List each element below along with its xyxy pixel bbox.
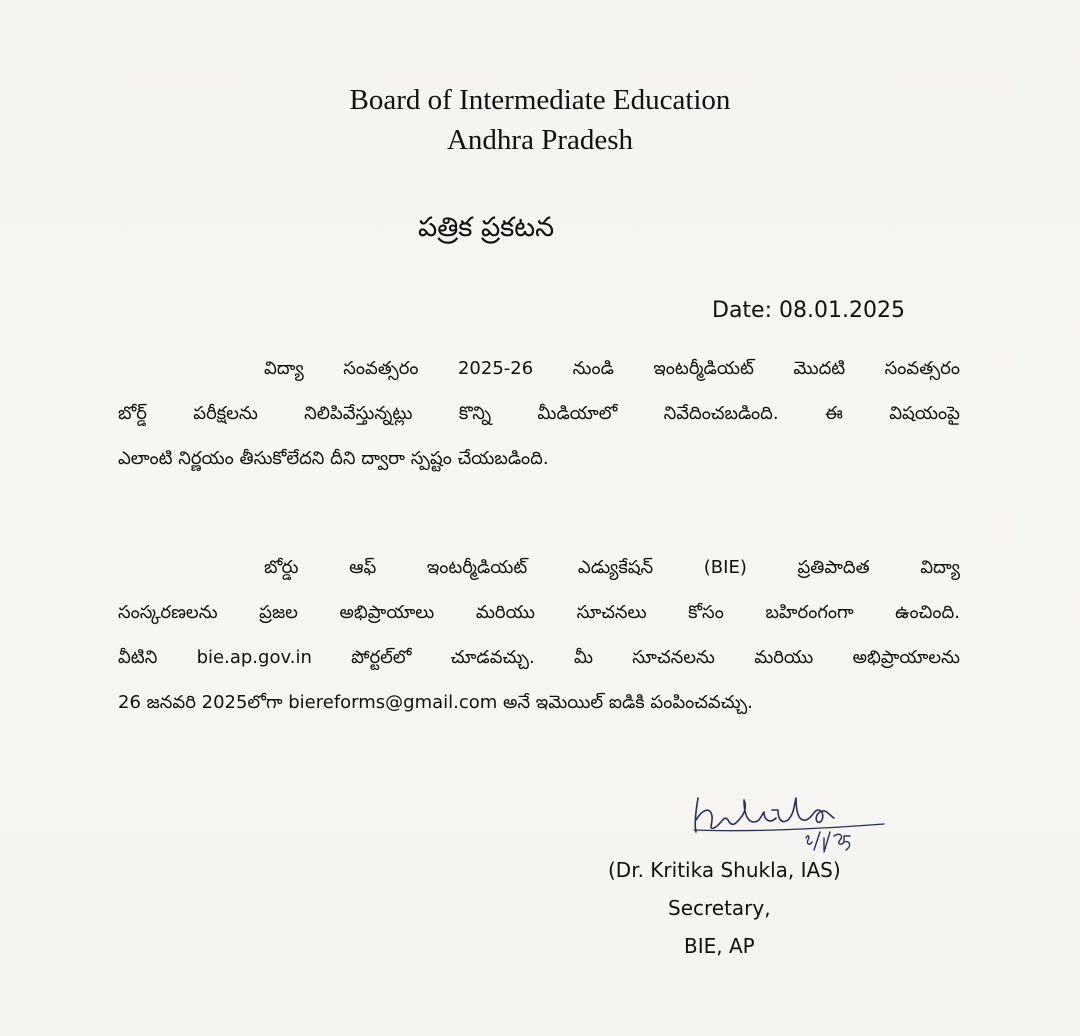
paragraph-2-line-2: సంస్కరణలను ప్రజల అభిప్రాయాలు మరియు సూచనలు కోసం బహిరంగంగా ఉంచింది. xyxy=(118,602,960,623)
paragraph-1-line-3: ఎలాంటి నిర్ణయం తీసుకోలేదని దీని ద్వారా స్పష్టం చేయబడింది. xyxy=(118,448,549,469)
paragraph-2-line-3: వీటిని bie.ap.gov.in పోర్టల్‌లో చూడవచ్చు. మీ సూచనలను మరియు అభిప్రాయాలను xyxy=(118,635,960,680)
signatory-role: Secretary, xyxy=(668,896,771,920)
signatory-name: (Dr. Kritika Shukla, IAS) xyxy=(608,858,841,882)
signatory-org: BIE, AP xyxy=(684,934,755,958)
org-state: Andhra Pradesh xyxy=(446,124,634,156)
paragraph-1 xyxy=(118,346,960,481)
signatory-block xyxy=(608,851,841,965)
portal-url: bie.ap.gov.in xyxy=(196,647,312,668)
org-name: Board of Intermediate Education xyxy=(349,84,731,116)
paragraph-2-line-1: బోర్డు ఆఫ్ ఇంటర్మీడియట్ ఎడ్యుకేషన్ (BIE) ప్రతిపాదిత విద్యా xyxy=(264,557,960,578)
paragraph-2-line-4: 26 జనవరి 2025లోగా biereforms@gmail.com అనే ఇమెయిల్ ఐడికి పంపించవచ్చు. xyxy=(118,692,753,713)
release-date: Date: 08.01.2025 xyxy=(712,298,905,323)
paragraph-2 xyxy=(118,545,960,725)
paragraph-1-line-1: విద్యా సంవత్సరం 2025-26 నుండి ఇంటర్మీడియట్ మొదటి సంవత్సరం xyxy=(264,358,960,379)
press-release-title: పత్రిక ప్రకటన xyxy=(418,212,555,243)
paragraph-1-line-2: బోర్డ్ పరీక్షలను నిలిపివేస్తున్నట్లు కొన్ని మీడియాలో నివేదించబడింది. ఈ విషయంపై xyxy=(118,403,960,424)
handwritten-signature xyxy=(684,780,894,860)
organization-header xyxy=(0,80,1080,160)
